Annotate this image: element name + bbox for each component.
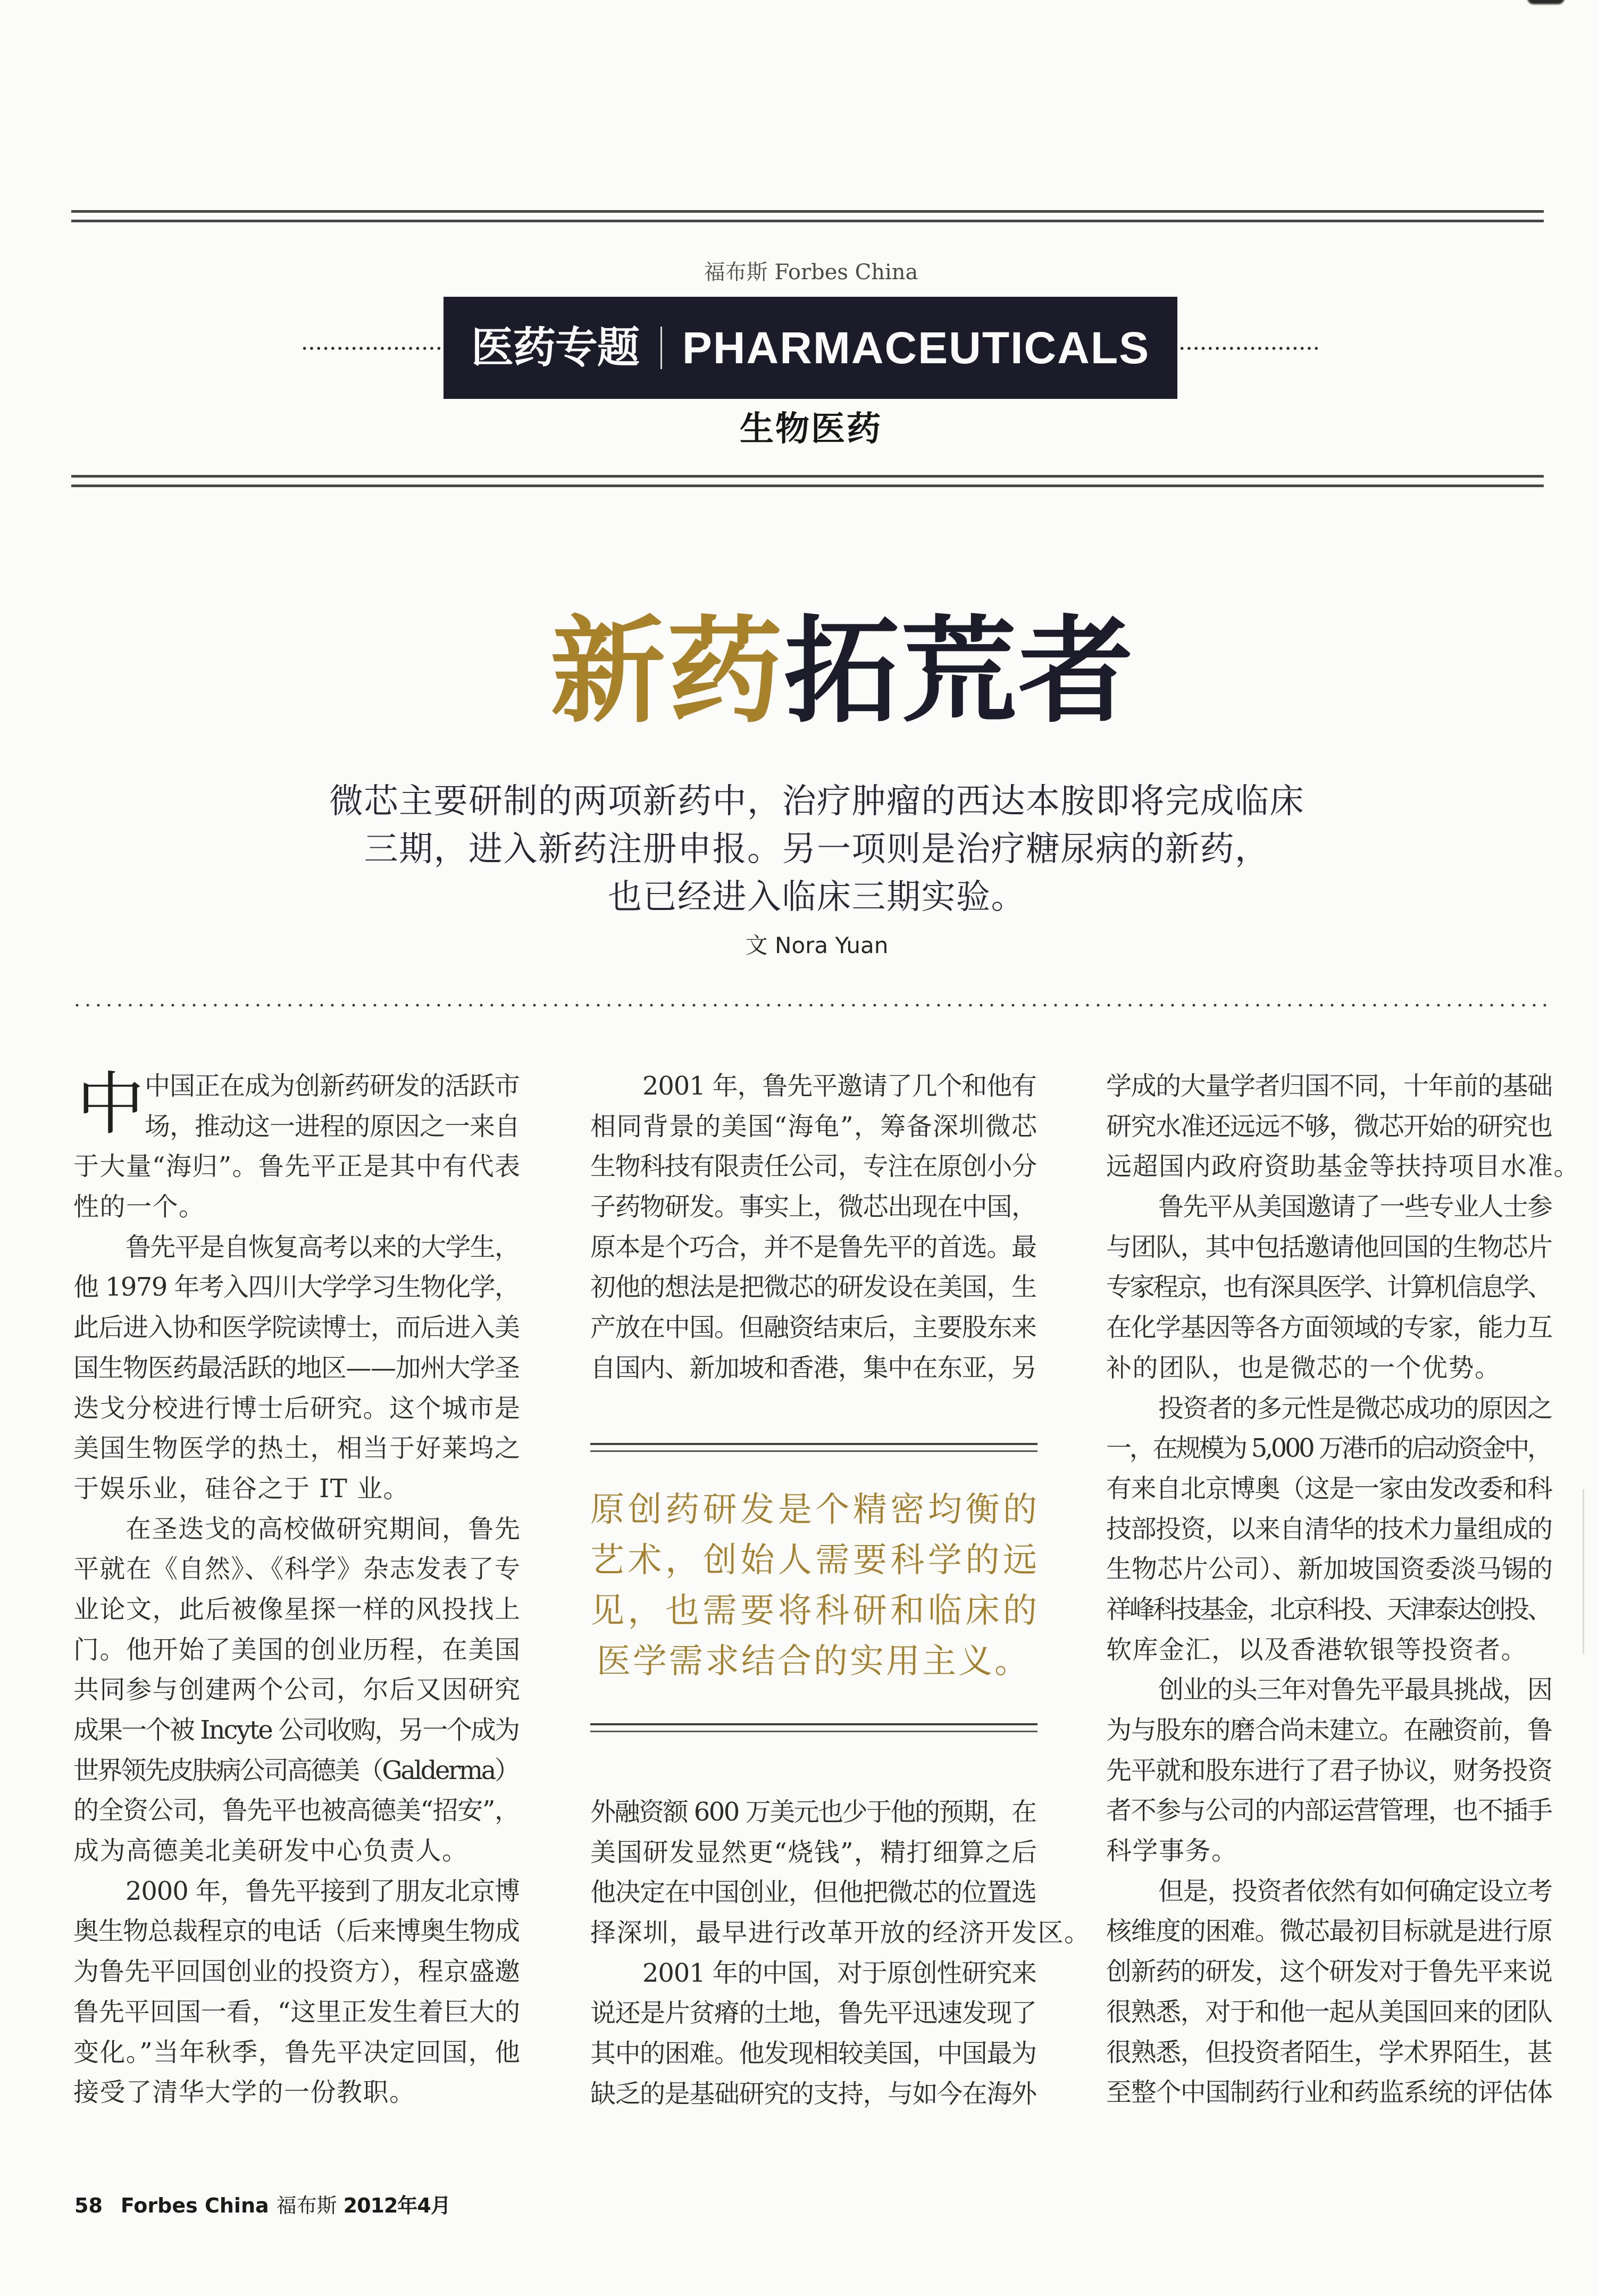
text-line-content: 缺乏的是基础研究的支持，与如今在海外 [590,2078,1036,2109]
text-line [73,2033,520,2073]
page-edge-shadow [1583,1489,1584,1654]
text-line-content: 国生物医药最活跃的地区——加州大学圣 [73,1352,520,1383]
text-line [590,1228,1037,1268]
paragraph [1106,1187,1553,1388]
text-line [590,1267,1037,1308]
text-line-content: 自国内、新加坡和香港，集中在东亚，另 [590,1352,1036,1383]
text-line [73,1549,520,1590]
text-line-content: 很熟悉，对于和他一起从美国回来的团队 [1106,1997,1552,2027]
text-line-content: 祥峰科技基金，北京科投、天津泰达创投、 [1106,1594,1551,1624]
text-line-content: 2000 年，鲁先平接到了朋友北京博 [126,1876,520,1906]
text-line-content: 生物科技有限责任公司，专注在原创小分 [590,1151,1036,1182]
text-line-content: 原本是个巧合，并不是鲁先平的首选。最 [590,1232,1036,1262]
text-line [1106,1670,1553,1710]
title-highlight: 新药 [550,605,785,738]
text-line-content: 鲁先平从美国邀请了一些专业人士参 [1158,1192,1552,1222]
text-line-content: 共同参与创建两个公司，尔后又因研究 [73,1675,521,1705]
text-line-content: 于大量“海归”。鲁先平正是其中有代表 [73,1151,521,1182]
text-line-content: 研究水准还远远不够，微芯开始的研究也 [1106,1111,1552,1141]
text-line [590,2074,1037,2115]
text-line-content: 成为高德美北美研发中心负责人。 [73,1836,468,1866]
text-line-content: 迭戈分校进行博士后研究。这个城市是 [73,1393,521,1423]
deck-line: 也已经进入临床三期实验。 [608,878,1026,917]
text-line [590,1913,1091,1953]
text-line [590,2034,1037,2074]
text-line [73,1348,520,1389]
text-line [1106,1389,1553,1429]
text-line-content: 相同背景的美国“海龟”，筹备深圳微芯 [590,1111,1038,1141]
text-line [1106,2073,1553,2113]
text-line-content: 软库金汇，以及香港软银等投资者。 [1106,1634,1528,1665]
column-3 [1106,1066,1580,2113]
paragraph [1106,1066,1580,1187]
publication-name-cn: 福布斯 [276,2194,337,2217]
text-line-content: 产放在中国。但融资结束后，主要股东来 [590,1313,1036,1343]
text-line-content: 很熟悉，但投资者陌生，学术界陌生，甚 [1106,2037,1552,2067]
text-line-content: 性的一个。 [73,1192,205,1222]
text-line [1106,1429,1553,1469]
masthead: 福布斯 Forbes China [704,260,918,285]
text-line [1106,1187,1553,1228]
text-line [73,1630,520,1671]
text-line-content: 生物芯片公司）、新加坡国资委淡马锡的 [1106,1554,1553,1584]
text-line-content: 学成的大量学者归国不同，十年前的基础 [1106,1071,1552,1101]
text-line-content: 远超国内政府资助基金等扶持项目水准。 [1106,1151,1580,1182]
text-line-content: 说还是片贫瘠的土地，鲁先平迅速发现了 [590,1998,1036,2028]
text-line-content: 专家程京，也有深具医学、计算机信息学、 [1106,1272,1551,1303]
subsection-label: 生物医药 [740,410,882,449]
text-line [590,1187,1037,1228]
text-line [73,1469,520,1509]
paragraph [590,1066,1037,1389]
text-line-content: 核维度的困难。微芯最初目标就是进行原 [1106,1916,1552,1947]
text-line [1106,1147,1580,1187]
text-line [73,1831,520,1872]
text-line [1106,1872,1553,1912]
section-title-cn: 医药专题 [471,323,639,372]
header-double-rule-top [71,210,1544,222]
text-line-content: 变化。”当年秋季，鲁先平决定回国，他 [73,2037,521,2067]
paragraph [590,1953,1037,2115]
paragraph [1106,1872,1553,2113]
text-line [590,1953,1037,1994]
text-line-content: 平就在《自然》、《科学》杂志发表了专 [73,1554,521,1584]
paragraph [590,1792,1091,1953]
text-line [1106,1469,1553,1509]
text-line [73,1389,520,1429]
pull-quote-text: 原创药研发是个精密均衡的 [590,1490,1041,1530]
drop-cap: 中 [77,1065,145,1144]
text-line [1106,1066,1553,1107]
text-line [590,1308,1037,1348]
page-number: 58 [74,2194,103,2217]
text-line [590,1107,1037,1147]
text-line-content: 2001 年的中国，对于原创性研究来 [642,1958,1036,1988]
pull-quote [590,1485,1041,1687]
text-line [73,1228,520,1268]
text-line-content: 的全资公司，鲁先平也被高德美“招安”， [73,1796,520,1826]
text-line [73,1751,520,1791]
page-footer [74,2194,450,2217]
text-line-content: 外融资额 600 万美元也少于他的预期，在 [590,1797,1036,1827]
text-line-content: 初他的想法是把微芯的研发设在美国，生 [590,1272,1036,1303]
text-line [1106,1831,1553,1872]
pull-quote-line [590,1535,1041,1586]
text-line [73,1267,520,1308]
text-line [590,1066,1037,1107]
paragraph [73,1509,520,1872]
section-banner [444,297,1177,399]
text-line-content: 美国生物医学的热土，相当于好莱坞之 [73,1433,521,1464]
deck-line: 三期，进入新药注册申报。另一项则是治疗糖尿病的新药， [364,830,1270,869]
text-line [590,1147,1037,1187]
text-line-content: 补的团队，也是微芯的一个优势。 [1106,1352,1501,1383]
pull-quote-text: 艺术，创始人需要科学的远 [590,1541,1041,1580]
pull-quote-text: 见，也需要将科研和临床的 [590,1591,1041,1631]
text-line-content: 为与股东的磨合尚未建立。在融资前，鲁 [1106,1715,1552,1745]
text-line-content: 在圣迭戈的高校做研究期间，鲁先 [126,1514,521,1544]
paragraph [73,1066,520,1228]
byline: 文 Nora Yuan [745,932,889,958]
text-line [73,1710,520,1751]
article-title [550,605,1136,738]
text-line [1106,1107,1553,1147]
text-line [1106,1228,1553,1268]
text-line-content: 创新药的研发，这个研发对于鲁先平来说 [1106,1957,1552,1987]
text-line [1106,1751,1553,1791]
pull-quote-text: 医学需求结合的实用主义。 [597,1642,1031,1681]
text-line [73,1791,520,1831]
text-line [1106,1911,1553,1952]
text-line-content: 技部投资，以来自清华的技术力量组成的 [1106,1514,1552,1544]
text-line [73,1509,520,1550]
text-line-content: 鲁先平是自恢复高考以来的大学生， [126,1232,520,1262]
text-line [590,1873,1037,1913]
text-line [73,1308,520,1348]
paragraph [1106,1389,1553,1671]
text-line-content: 择深圳，最早进行改革开放的经济开发区。 [590,1918,1091,1948]
text-line [73,2073,520,2113]
text-line-content: 世界领先皮肤病公司高德美（Galderma） [73,1755,518,1785]
column-1 [73,1066,520,2113]
text-line-content: 一，在规模为 5,000 万港币的启动资金中， [1106,1433,1551,1464]
header-double-rule-bottom [71,475,1544,487]
text-line [73,1872,520,1912]
text-line [73,1147,520,1187]
text-line [73,1187,520,1228]
text-line-content: 科学事务。 [1106,1836,1238,1866]
text-line-content: 此后进入协和医学院读博士，而后进入美 [73,1313,520,1343]
paragraph [1106,1670,1553,1871]
text-line [1106,1348,1553,1389]
text-line [590,1348,1037,1389]
text-line-content: 其中的困难。他发现相较美国，中国最为 [590,2039,1036,2069]
text-line-content: 先平就和股东进行了君子协议，财务投资 [1106,1755,1552,1785]
column-2-upper [590,1066,1037,1389]
text-line [1106,1267,1553,1308]
text-line [1106,1992,1553,2033]
text-line [1106,1549,1553,1590]
text-line-content: 投资者的多元性是微芯成功的原因之 [1158,1393,1552,1423]
deck-line: 微芯主要研制的两项新药中，治疗肿瘤的西达本胺即将完成临床 [329,782,1304,821]
text-line [590,1993,1037,2034]
column-2-lower [590,1792,1091,2115]
text-line-content: 为鲁先平回国创业的投资方），程京盛邀 [73,1957,520,1987]
text-line-content: 成果一个被 Incyte 公司收购，另一个成为 [73,1715,519,1745]
pull-quote-line [590,1637,1037,1687]
text-line [1106,1791,1553,1831]
title-rest: 拓荒者 [784,605,1136,738]
text-line [73,1992,520,2033]
text-line-content: 创业的头三年对鲁先平最具挑战，因 [1158,1675,1552,1705]
text-line [73,1952,520,1992]
text-line [73,1590,520,1630]
text-line-content: 场，推动这一进程的原因之一来自 [145,1111,520,1141]
text-line [590,1792,1037,1833]
pull-quote-rule-bottom [590,1723,1038,1732]
text-line-content: 他决定在中国创业，但他把微芯的位置选 [590,1877,1036,1908]
publication-name-en: Forbes China [120,2194,269,2217]
paragraph [73,1872,520,2113]
text-line-content: 中国正在成为创新药研发的活跃市 [145,1071,520,1101]
section-divider [660,327,662,369]
text-line [1106,1952,1553,1992]
text-line [590,1833,1037,1873]
text-line-content: 与团队，其中包括邀请他回国的生物芯片 [1106,1232,1552,1262]
text-line-content: 有来自北京博奥（这是一家由发改委和科 [1106,1473,1552,1504]
pull-quote-line [590,1485,1041,1535]
text-line [73,1670,520,1710]
dotted-leader-right [1178,346,1320,350]
text-line-content: 接受了清华大学的一份教职。 [73,2077,416,2108]
paragraph [73,1228,520,1509]
dotted-separator [72,1004,1553,1007]
text-line-content: 鲁先平回国一看，“这里正发生着巨大的 [73,1997,520,2027]
text-line-content: 奥生物总裁程京的电话（后来博奥生物成 [73,1916,520,1947]
text-line-content: 他 1979 年考入四川大学学习生物化学， [73,1272,520,1303]
dotted-leader-left [301,346,442,350]
text-line-content: 在化学基因等各方面领域的专家，能力互 [1106,1313,1552,1343]
text-line [1106,1710,1553,1751]
text-line [1106,2033,1553,2073]
pull-quote-rule-top [590,1443,1038,1452]
text-line [73,1429,520,1469]
pull-quote-line [590,1586,1041,1637]
text-line [73,1911,520,1952]
text-line-content: 者不参与公司的内部运营管理，也不插手 [1106,1796,1552,1826]
text-line-content: 业论文，此后被像星探一样的风投找上 [73,1594,521,1624]
text-line-content: 2001 年，鲁先平邀请了几个和他有 [642,1071,1036,1101]
text-line [1106,1630,1553,1671]
text-line-content: 美国研发显然更“烧钱”，精打细算之后 [590,1837,1038,1867]
text-line-content: 但是，投资者依然有如何确定设立考 [1158,1876,1552,1906]
text-line [1106,1509,1553,1550]
article-deck [329,778,1304,921]
text-line-content: 于娱乐业，硅谷之于 IT 业。 [73,1473,409,1504]
section-title-en: PHARMACEUTICALS [682,323,1150,373]
text-line-content: 子药物研发。事实上，微芯出现在中国， [590,1192,1036,1222]
text-line-content: 门。他开始了美国的创业历程，在美国 [73,1634,521,1665]
text-line [1106,1308,1553,1348]
scan-smudge [1527,0,1564,4]
text-line-content: 至整个中国制药行业和药监系统的评估体 [1106,2077,1552,2108]
issue-date: 2012年4月 [343,2194,450,2217]
text-line [1106,1590,1553,1630]
